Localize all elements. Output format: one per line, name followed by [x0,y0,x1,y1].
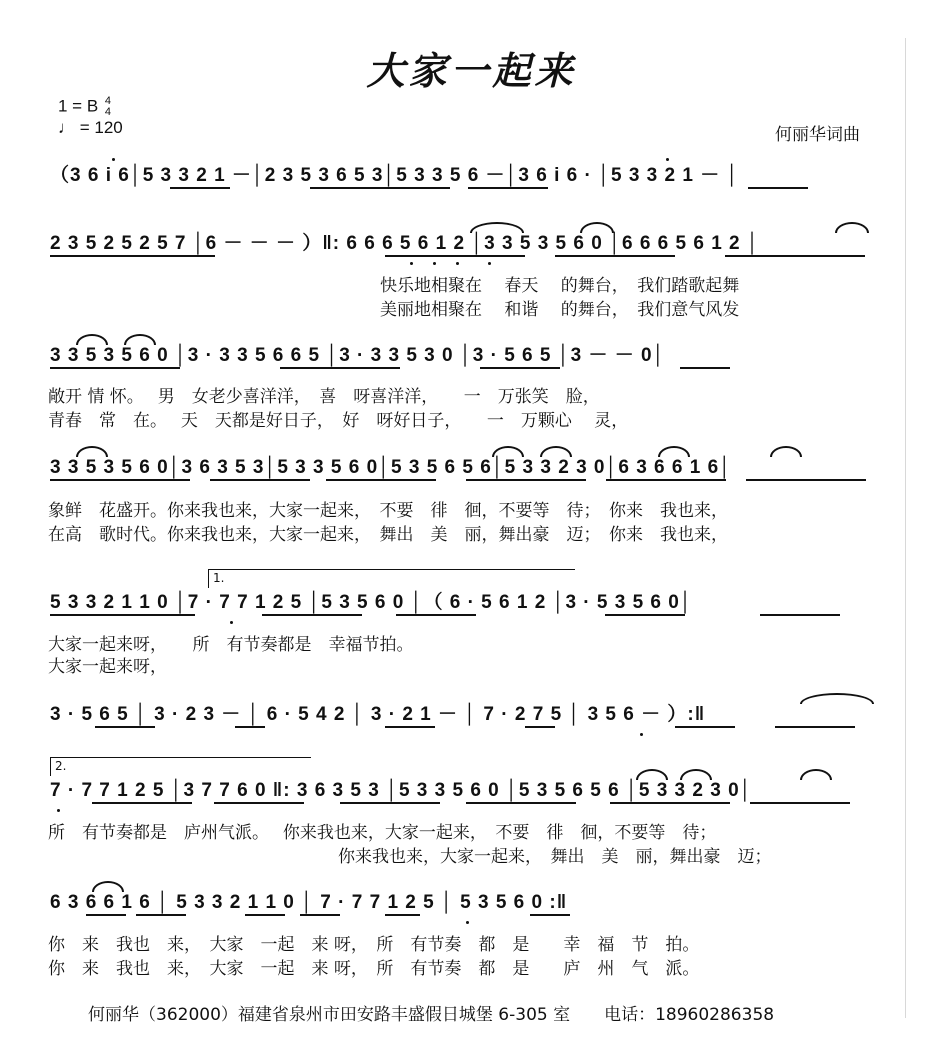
time-signature: 4 4 [104,95,112,118]
slur-mark [470,222,524,233]
beam-underline [525,726,555,728]
beam-underline [280,367,400,369]
beam-underline [675,726,735,728]
beam-underline [136,914,186,916]
beam-underline [396,614,476,616]
lyric-verse-2: 你来我也来，大家一起来， 舞出 美 丽，舞出豪 迈； [338,847,772,867]
contact-footer: 何丽华（362000）福建省泉州市田安路丰盛假日城堡 6-305 室 电话：18960286358 [88,1005,775,1025]
beam-underline [235,726,265,728]
beam-underline [310,187,450,189]
slur-mark [492,446,524,457]
slur-mark [636,769,668,780]
volta-first-ending: 1. [208,569,575,588]
notation-line: 7 · 7 7 1 2 5 │3 7 7 6 0 ‖: 3 6 3 5 3 │5 3 3 5 6 0 │5 3 5 6 5 6 │5 3 3 2 3 0│ [50,780,753,801]
slur-mark [92,881,124,892]
lyric-verse-1: 快乐地相聚在 春天 的舞台， 我们踏歌起舞 [380,276,740,296]
notation-line: 3 3 5 3 5 6 0│3 6 3 5 3│5 3 3 5 6 0│5 3 5 6 5 6│5 3 3 2 3 0│6 3 6 6 1 6│ [50,457,733,478]
slur-mark [540,446,572,457]
beam-underline [606,479,726,481]
notation-line: 5 3 3 2 1 1 0 │7 · 7 7 1 2 5 │5 3 5 6 0 │（ 6 · 5 6 1 2 │3 · 5 3 5 6 0│ [50,592,693,613]
notation-line: （3 6 i 6│5 3 3 2 1 －│2 3 5 3 6 5 3│5 3 3 5 6 －│3 6 i 6 · │5 3 3 2 1 － │ [50,165,740,186]
low-octave-dot [456,262,459,265]
beam-underline [775,726,855,728]
tempo-marking: ♩ = 120 [58,118,123,137]
beam-underline [385,255,525,257]
lyric-verse-1: 你 来 我也 来， 大家 一起 来 呀， 所 有节奏 都 是 幸 福 节 拍。 [48,935,700,955]
lyric-verse-1: 所 有节奏都是 庐州气派。 你来我也来，大家一起来， 不要 徘 徊，不要等 待； [48,823,717,843]
beam-underline [210,479,310,481]
notation-line: 3 · 5 6 5 │ 3 · 2 3 － │ 6 · 5 4 2 │ 3 · 2 1 － │ 7 · 2 7 5 │ 3 5 6 － ）:‖ [50,704,706,725]
beam-underline [50,479,190,481]
beam-underline [530,914,570,916]
lyric-verse-1: 象鲜 花盛开。你来我也来，大家一起来， 不要 徘 徊，不要等 待； 你来 我也来， [48,501,728,521]
beam-underline [50,255,215,257]
beam-underline [750,802,850,804]
beam-underline [748,187,808,189]
beam-underline [300,914,340,916]
slur-mark [76,334,108,345]
lyric-verse-1: 敞开 情 怀。 男 女老少喜洋洋， 喜 呀喜洋洋， 一 万张笑 脸， [48,387,600,407]
low-octave-dot [230,621,233,624]
low-octave-dot [466,921,469,924]
lyric-verse-2: 你 来 我也 来， 大家 一起 来 呀， 所 有节奏 都 是 庐 州 气 派。 [48,959,700,979]
beam-underline [605,614,685,616]
lyric-verse-2: 美丽地相聚在 和谐 的舞台， 我们意气风发 [380,300,740,320]
beam-underline [95,726,155,728]
slur-mark [580,222,614,233]
low-octave-dot [640,733,643,736]
slur-mark [680,769,712,780]
song-title: 大家一起来 [366,48,577,93]
key-tempo-block [58,96,123,138]
beam-underline [760,614,840,616]
beam-underline [725,255,865,257]
high-octave-dot [666,158,669,161]
slur-mark [835,222,869,233]
lyric-verse-2: 大家一起来呀， [48,657,167,677]
low-octave-dot [488,262,491,265]
beam-underline [480,367,560,369]
page-edge-rule [905,38,906,1018]
beam-underline [170,187,230,189]
slur-mark [658,446,690,457]
lyric-verse-1: 大家一起来呀， 所 有节奏都是 幸福节拍。 [48,635,414,655]
key-signature: 1 = B [58,96,99,116]
slur-mark [76,446,108,457]
beam-underline [214,802,304,804]
author-credit: 何丽华词曲 [775,125,860,145]
beam-underline [610,802,730,804]
beam-underline [92,802,192,804]
slur-mark [800,769,832,780]
beam-underline [466,802,576,804]
lyric-verse-2: 青春 常 在。 天 天都是好日子， 好 呀好日子， 一 万颗心 灵， [48,411,629,431]
low-octave-dot [410,262,413,265]
slur-mark [800,693,874,704]
beam-underline [468,187,548,189]
beam-underline [466,479,586,481]
notation-line: 6 3 6 6 1 6 │ 5 3 3 2 1 1 0 │ 7 · 7 7 1 2 5 │ 5 3 5 6 0 :‖ [50,892,568,913]
beam-underline [385,914,420,916]
beam-underline [245,914,285,916]
notation-line: 3 3 5 3 5 6 0 │3 · 3 3 5 6 6 5 │3 · 3 3 5 3 0 │3 · 5 6 5 │3 － － 0│ [50,345,666,366]
lyric-verse-2: 在高 歌时代。你来我也来，大家一起来， 舞出 美 丽，舞出豪 迈； 你来 我也来， [48,525,728,545]
beam-underline [680,367,730,369]
low-octave-dot [433,262,436,265]
beam-underline [262,614,362,616]
beam-underline [326,479,436,481]
beam-underline [86,914,126,916]
beam-underline [50,367,180,369]
beam-underline [340,802,440,804]
beam-underline [555,255,675,257]
score-row-6 [50,700,890,730]
high-octave-dot [112,158,115,161]
beam-underline [50,614,195,616]
low-octave-dot [57,809,60,812]
beam-underline [746,479,866,481]
notation-line: 2 3 5 2 5 2 5 7 │6 － － － ）‖: 6 6 6 5 6 1 2 │3 3 5 3 5 6 0 │6 6 6 5 6 1 2 │ [50,233,760,254]
volta-second-ending: 2. [50,757,311,776]
slur-mark [770,446,802,457]
slur-mark [124,334,156,345]
beam-underline [385,726,435,728]
